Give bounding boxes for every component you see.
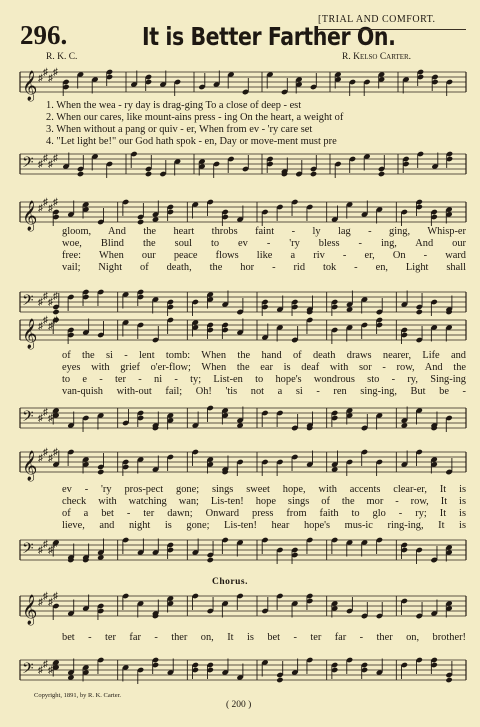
sharp-icon: ♯ bbox=[38, 413, 43, 424]
sharp-icon: ♯ bbox=[48, 321, 53, 332]
sharp-icon: ♯ bbox=[43, 407, 48, 418]
bass-clef-icon: 𝄢 bbox=[22, 292, 34, 313]
staff-system-3-bass bbox=[0, 400, 480, 440]
sharp-icon: ♯ bbox=[38, 159, 43, 170]
hymn-title: It is Better Farther On. bbox=[142, 22, 396, 51]
staff-system-1-treble bbox=[0, 64, 480, 104]
sharp-icon: ♯ bbox=[53, 197, 58, 208]
staff-system-3-treble bbox=[0, 312, 480, 352]
sharp-icon: ♯ bbox=[43, 539, 48, 550]
staff-lines bbox=[20, 72, 466, 92]
sharp-icon: ♯ bbox=[48, 545, 53, 556]
note-head bbox=[276, 677, 283, 683]
staff-lines bbox=[20, 596, 466, 616]
staff-lines bbox=[20, 154, 466, 174]
staff-system-5-bass bbox=[0, 652, 480, 692]
lyric-line: lieve, and night is gone; Lis-ten! hear hope's mus-ic ring-ing, It is bbox=[62, 520, 466, 531]
sharp-icon: ♯ bbox=[48, 203, 53, 214]
bass-clef-icon: 𝄢 bbox=[22, 660, 34, 681]
lyric-line: of a bet - ter dawn; Onward press from faith to glo - ry; It is bbox=[62, 508, 466, 519]
lyric-line: 4. "Let light be!" our God hath spok - en, Day or move-ment must pre bbox=[46, 136, 337, 147]
note-head bbox=[445, 677, 452, 683]
bass-clef-icon: 𝄢 bbox=[22, 154, 34, 175]
sharp-icon: ♯ bbox=[53, 591, 58, 602]
chorus-label: Chorus. bbox=[212, 577, 248, 587]
words-credit: R. K. C. bbox=[46, 52, 78, 62]
lyric-line: van-quish with-out fail; Oh! 'tis not a si - ren sing-ing, But be - bbox=[62, 386, 466, 397]
sharp-icon: ♯ bbox=[48, 73, 53, 84]
sharp-icon: ♯ bbox=[38, 73, 43, 84]
sharp-icon: ♯ bbox=[48, 597, 53, 608]
sharp-icon: ♯ bbox=[43, 153, 48, 164]
sharp-icon: ♯ bbox=[38, 321, 43, 332]
sharp-icon: ♯ bbox=[43, 291, 48, 302]
note-head bbox=[310, 171, 317, 177]
treble-clef-icon: 𝄞 bbox=[22, 595, 38, 625]
note-head bbox=[77, 171, 84, 177]
lyric-line: 1. When the wea - ry day is drag-ging To a close of deep - est bbox=[46, 100, 302, 111]
page-number: ( 200 ) bbox=[226, 700, 252, 710]
staff-system-1-bass bbox=[0, 146, 480, 186]
lyric-line: vail; Night of death, the hor - rid tok - en, Light shall bbox=[62, 262, 466, 273]
sharp-icon: ♯ bbox=[43, 315, 48, 326]
sharp-icon: ♯ bbox=[43, 447, 48, 458]
sharp-icon: ♯ bbox=[38, 597, 43, 608]
sharp-icon: ♯ bbox=[48, 297, 53, 308]
note-head bbox=[378, 171, 385, 177]
category-rule bbox=[318, 29, 466, 30]
sharp-icon: ♯ bbox=[48, 413, 53, 424]
sharp-icon: ♯ bbox=[38, 297, 43, 308]
note-head bbox=[207, 557, 214, 563]
sharp-icon: ♯ bbox=[38, 545, 43, 556]
sharp-icon: ♯ bbox=[43, 67, 48, 78]
lyric-line: ev - 'ry pros-pect gone; sings sweet hope, with accents clear-er, It is bbox=[62, 484, 466, 495]
staff-system-4-treble bbox=[0, 444, 480, 484]
bass-clef-icon: 𝄢 bbox=[22, 540, 34, 561]
staff-system-4-bass bbox=[0, 532, 480, 572]
lyric-line: woe, Blind the soul to ev - 'ry bless - ing, And our bbox=[62, 238, 466, 249]
treble-clef-icon: 𝄞 bbox=[22, 71, 38, 101]
sharp-icon: ♯ bbox=[38, 453, 43, 464]
sharp-icon: ♯ bbox=[53, 153, 58, 164]
note-head bbox=[145, 171, 152, 177]
sharp-icon: ♯ bbox=[43, 197, 48, 208]
lyric-line: bet - ter far - ther on, It is bet - ter far - ther on, brother! bbox=[62, 632, 466, 643]
staff-system-5-treble bbox=[0, 588, 480, 628]
sharp-icon: ♯ bbox=[53, 447, 58, 458]
lyric-line: 2. When our cares, like mount-ains press - ing On the heart, a weight of bbox=[46, 112, 344, 123]
lyric-line: check with watching wan; Lis-ten! hope sings of the mor - row, It is bbox=[62, 496, 466, 507]
bass-clef-icon: 𝄢 bbox=[22, 408, 34, 429]
sharp-icon: ♯ bbox=[53, 291, 58, 302]
lyric-line: free: When our peace flows like a riv - er, On - ward bbox=[62, 250, 466, 261]
copyright-notice: Copyright, 1891, by R. K. Carter. bbox=[34, 692, 122, 699]
sharp-icon: ♯ bbox=[48, 665, 53, 676]
sharp-icon: ♯ bbox=[48, 159, 53, 170]
sharp-icon: ♯ bbox=[53, 67, 58, 78]
treble-clef-icon: 𝄞 bbox=[22, 319, 38, 349]
sharp-icon: ♯ bbox=[43, 659, 48, 670]
treble-clef-icon: 𝄞 bbox=[22, 201, 38, 231]
lyric-line: eyes with grief o'er-flow; When the ear is deaf with sor - row, And the bbox=[62, 362, 466, 373]
lyric-line: to e - ter - ni - ty; List-en to hope's wondrous sto - ry, Sing-ing bbox=[62, 374, 466, 385]
sharp-icon: ♯ bbox=[38, 203, 43, 214]
sharp-icon: ♯ bbox=[43, 591, 48, 602]
sharp-icon: ♯ bbox=[38, 665, 43, 676]
music-credit: R. Kelso Carter. bbox=[342, 52, 412, 62]
hymn-number: 296. bbox=[20, 20, 68, 50]
note-head bbox=[97, 469, 104, 475]
category-label: [TRIAL AND COMFORT. bbox=[318, 14, 436, 25]
treble-clef-icon: 𝄞 bbox=[22, 451, 38, 481]
lyric-line: of the si - lent tomb: When the hand of death draws nearer, Life and bbox=[62, 350, 466, 361]
lyric-line: gloom, And the heart throbs faint - ly lag - ging, Whisp-er bbox=[62, 226, 466, 237]
note-head bbox=[137, 219, 144, 225]
lyric-line: 3. When without a pang or quiv - er, When from ev - 'ry care set bbox=[46, 124, 313, 135]
sharp-icon: ♯ bbox=[48, 453, 53, 464]
